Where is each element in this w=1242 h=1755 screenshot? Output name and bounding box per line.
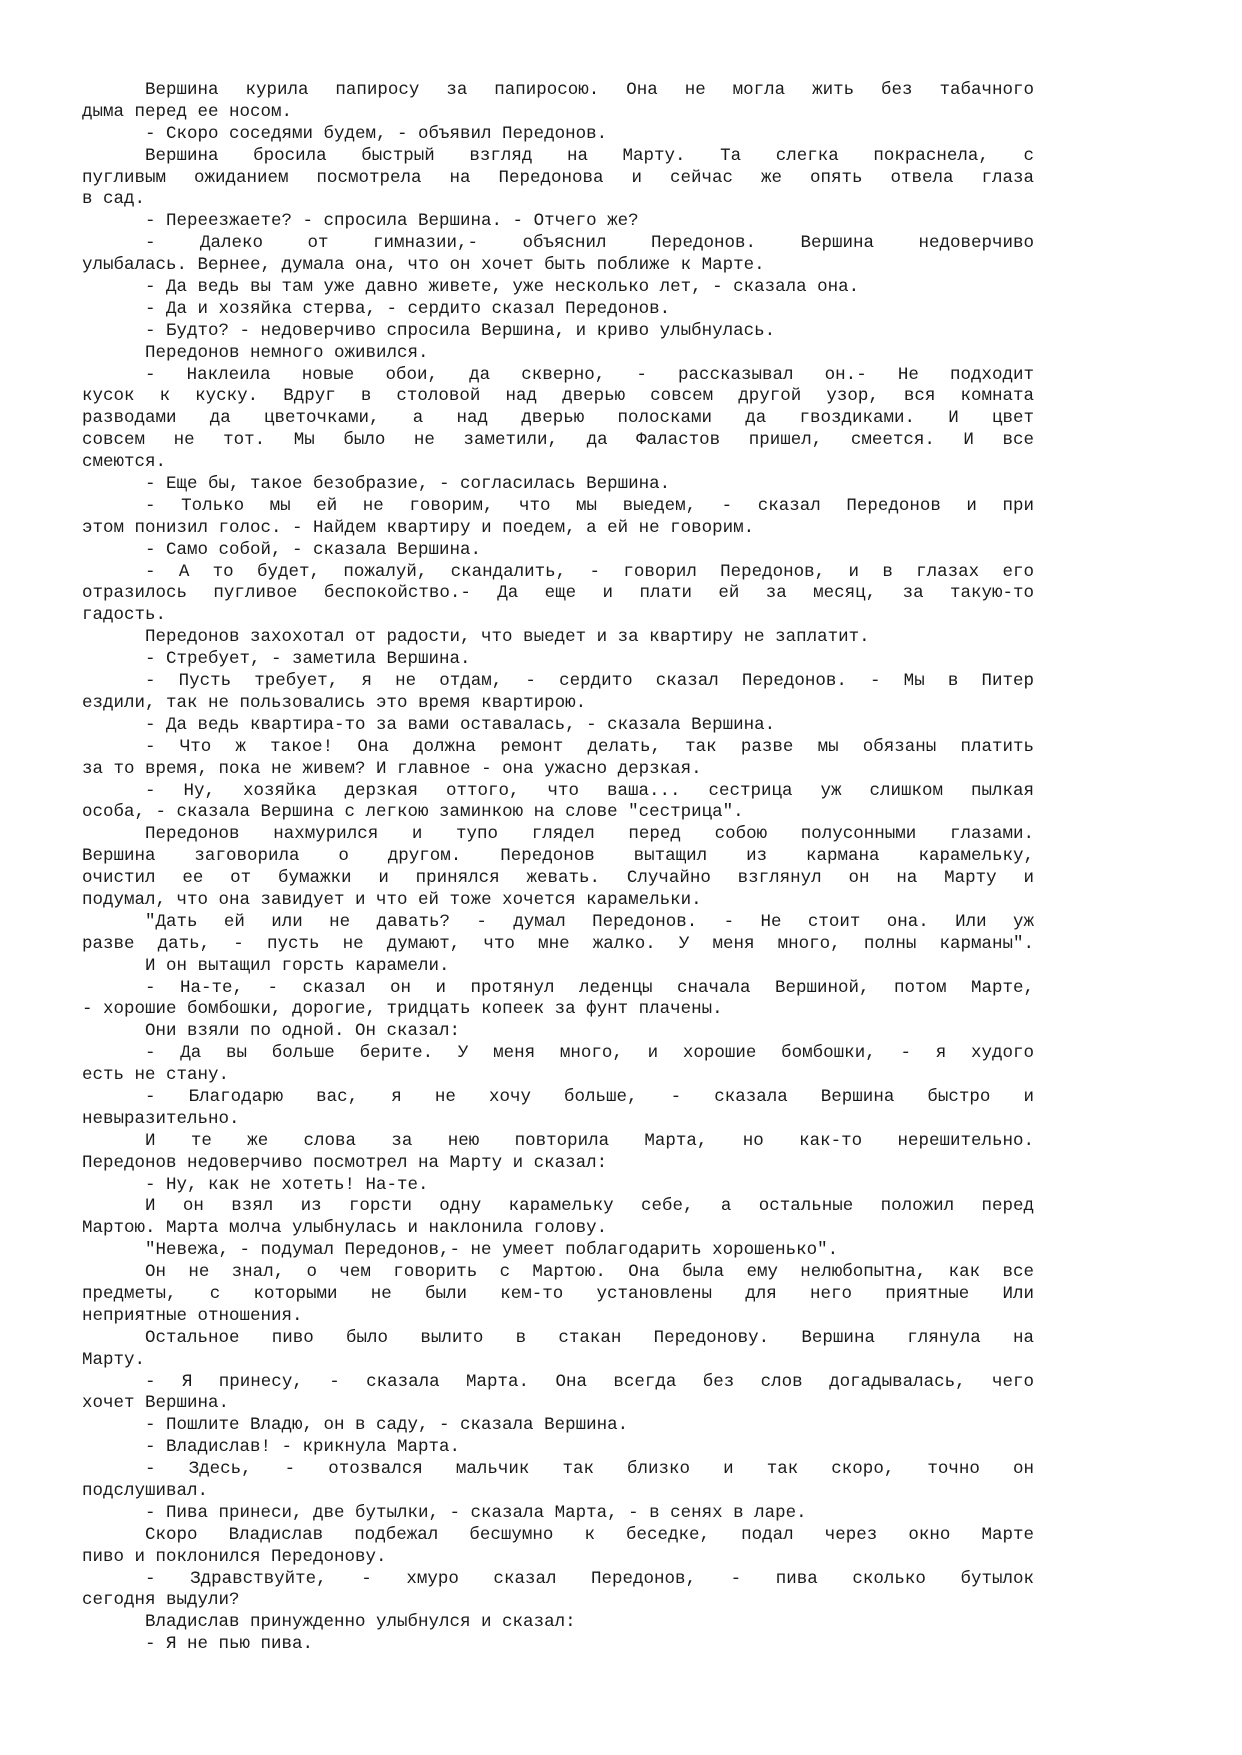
- text-line: подслушивал.: [82, 1481, 209, 1501]
- text-line: очистил ее от бумажки и принялся жевать. Случайно взглянул он на Марту и: [82, 868, 1034, 889]
- text-line: Они взяли по одной. Он сказал:: [145, 1021, 461, 1042]
- text-line: Передонов нахмурился и тупо глядел перед собою полусонными глазами.: [145, 824, 1034, 845]
- text-line: И он взял из горсти одну карамельку себе, а остальные положил перед: [145, 1196, 1034, 1217]
- text-line: есть не стану.: [82, 1065, 230, 1086]
- text-line: Передонов захохотал от радости, что выедет и за квартиру не заплатит.: [145, 627, 870, 648]
- text-line: Марту.: [82, 1349, 146, 1370]
- text-line: - Только мы ей не говорим, что мы выедем, - сказал Передонов и при: [145, 495, 1034, 516]
- text-line: - Стребует, - заметила Вершина.: [145, 649, 471, 670]
- text-line: Вершина заговорила о другом. Передонов вытащил из кармана карамельку,: [82, 846, 1034, 867]
- text-line: ездили, так не пользовались это время квартирою.: [82, 692, 587, 713]
- text-line: - Ну, хозяйка дерзкая оттого, что ваша... сестрица уж слишком пылкая: [145, 780, 1034, 801]
- text-line: - Еще бы, такое безобразие, - согласилась Вершина.: [145, 474, 671, 495]
- text-line: сегодня выдули?: [82, 1590, 240, 1611]
- text-line: Вершина бросила быстрый взгляд на Марту. Та слегка покраснела, с: [145, 145, 1034, 166]
- text-line: особа, - сказала Вершина с легкою заминкою на слове "сестрица".: [82, 802, 744, 823]
- text-line: улыбалась. Вернее, думала она, что он хочет быть поближе к Марте.: [82, 255, 765, 276]
- text-line: в сад.: [82, 189, 146, 210]
- text-line: совсем не тот. Мы было не заметили, да Фаластов пришел, смеется. И все: [82, 430, 1034, 451]
- text-line: Мартою. Марта молча улыбнулась и наклонила голову.: [82, 1218, 608, 1239]
- text-line: Остальное пиво было вылито в стакан Передонову. Вершина глянула на: [145, 1327, 1034, 1348]
- text-line: - А то будет, пожалуй, скандалить, - говорил Передонов, и в глазах его: [145, 561, 1034, 582]
- text-line: кусок к куску. Вдруг в столовой над дверью совсем другой узор, вся комната: [82, 386, 1034, 407]
- text-line: - Что ж такое! Она должна ремонт делать, так разве мы обязаны платить: [145, 736, 1034, 757]
- text-line: гадость.: [82, 605, 167, 626]
- text-line: пиво и поклонился Передонову.: [82, 1546, 387, 1567]
- text-line: за то время, пока не живем? И главное - она ужасно дерзкая.: [82, 758, 702, 779]
- text-line: отразилось пугливое беспокойство.- Да еще и плати ей за месяц, за такую-то: [82, 583, 1034, 604]
- text-line: подумал, что она завидует и что ей тоже хочется карамельки.: [82, 889, 702, 910]
- text-line: Он не знал, о чем говорить с Мартою. Она была ему нелюбопытна, как все: [145, 1262, 1034, 1283]
- text-line: - Ну, как не хотеть! На-те.: [145, 1174, 429, 1195]
- text-line: - Скоро соседями будем, - объявил Передонов.: [145, 123, 608, 144]
- text-line: - хорошие бомбошки, дорогие, тридцать копеек за фунт плачены.: [82, 999, 723, 1020]
- text-line: - Будто? - недоверчиво спросила Вершина, и криво улыбнулась.: [145, 320, 776, 341]
- text-line: Вершина курила папиросу за папиросою. Она не могла жить без табачного: [145, 80, 1034, 100]
- document-page: [82, 80, 1034, 1656]
- text-line: разводами да цветочками, а над дверью полосками да гвоздиками. И цвет: [82, 408, 1034, 429]
- text-line: И те же слова за нею повторила Марта, но как-то нерешительно.: [145, 1130, 1034, 1151]
- text-line: неприятные отношения.: [82, 1305, 303, 1326]
- text-line: - Пошлите Владю, он в саду, - сказала Вершина.: [145, 1415, 629, 1436]
- text-line: смеются.: [82, 452, 167, 473]
- text-line: предметы, с которыми не были кем-то установлены для него приятные Или: [82, 1283, 1034, 1304]
- text-line: - Здравствуйте, - хмуро сказал Передонов, - пива сколько бутылок: [145, 1568, 1034, 1589]
- text-line: - Владислав! - крикнула Марта.: [145, 1437, 461, 1458]
- text-line: невыразительно.: [82, 1108, 240, 1129]
- text-line: - Я принесу, - сказала Марта. Она всегда без слов догадывалась, чего: [145, 1371, 1034, 1392]
- text-line: Владислав принужденно улыбнулся и сказал:: [145, 1612, 576, 1633]
- text-line: "Невежа, - подумал Передонов,- не умеет поблагодарить хорошенько".: [145, 1240, 839, 1261]
- text-line: разве дать, - пусть не думают, что мне жалко. У меня много, полны карманы".: [82, 933, 1034, 954]
- text-line: - Далеко от гимназии,- объяснил Передонов. Вершина недоверчиво: [145, 233, 1034, 254]
- text-line: - Здесь, - отозвался мальчик так близко и так скоро, точно он: [145, 1459, 1034, 1480]
- text-line: Передонов немного оживился.: [145, 342, 429, 363]
- text-line: - Да ведь квартира-то за вами оставалась, - сказала Вершина.: [145, 714, 776, 735]
- text-line: - Я не пью пива.: [145, 1634, 314, 1655]
- text-line: - Пусть требует, я не отдам, - сердито сказал Передонов. - Мы в Питер: [145, 671, 1034, 692]
- text-line: - Благодарю вас, я не хочу больше, - сказала Вершина быстро и: [145, 1086, 1034, 1107]
- text-line: - Пива принеси, две бутылки, - сказала Марта, - в сенях в ларе.: [145, 1502, 807, 1523]
- text-line: хочет Вершина.: [82, 1393, 230, 1414]
- text-line: дыма перед ее носом.: [82, 101, 293, 122]
- text-line: Скоро Владислав подбежал бесшумно к беседке, подал через окно Марте: [145, 1524, 1034, 1545]
- text-line: - Да вы больше берите. У меня много, и хорошие бомбошки, - я худого: [145, 1043, 1034, 1064]
- text-line: - На-те, - сказал он и протянул леденцы сначала Вершиной, потом Марте,: [145, 977, 1034, 998]
- text-line: И он вытащил горсть карамели.: [145, 955, 450, 976]
- text-line: этом понизил голос. - Найдем квартиру и поедем, а ей не говорим.: [82, 517, 755, 538]
- text-line: пугливым ожиданием посмотрела на Передонова и сейчас же опять отвела глаза: [82, 167, 1034, 188]
- text-line: - Само собой, - сказала Вершина.: [145, 539, 482, 560]
- text-line: Передонов недоверчиво посмотрел на Марту и сказал:: [82, 1152, 608, 1173]
- text-line: - Наклеила новые обои, да скверно, - рассказывал он.- Не подходит: [145, 364, 1034, 385]
- text-line: - Да и хозяйка стерва, - сердито сказал Передонов.: [145, 298, 671, 319]
- text-line: - Да ведь вы там уже давно живете, уже несколько лет, - сказала она.: [145, 277, 860, 298]
- text-line: - Переезжаете? - спросила Вершина. - Отчего же?: [145, 211, 639, 232]
- text-line: "Дать ей или не давать? - думал Передонов. - Не стоит она. Или уж: [145, 911, 1034, 932]
